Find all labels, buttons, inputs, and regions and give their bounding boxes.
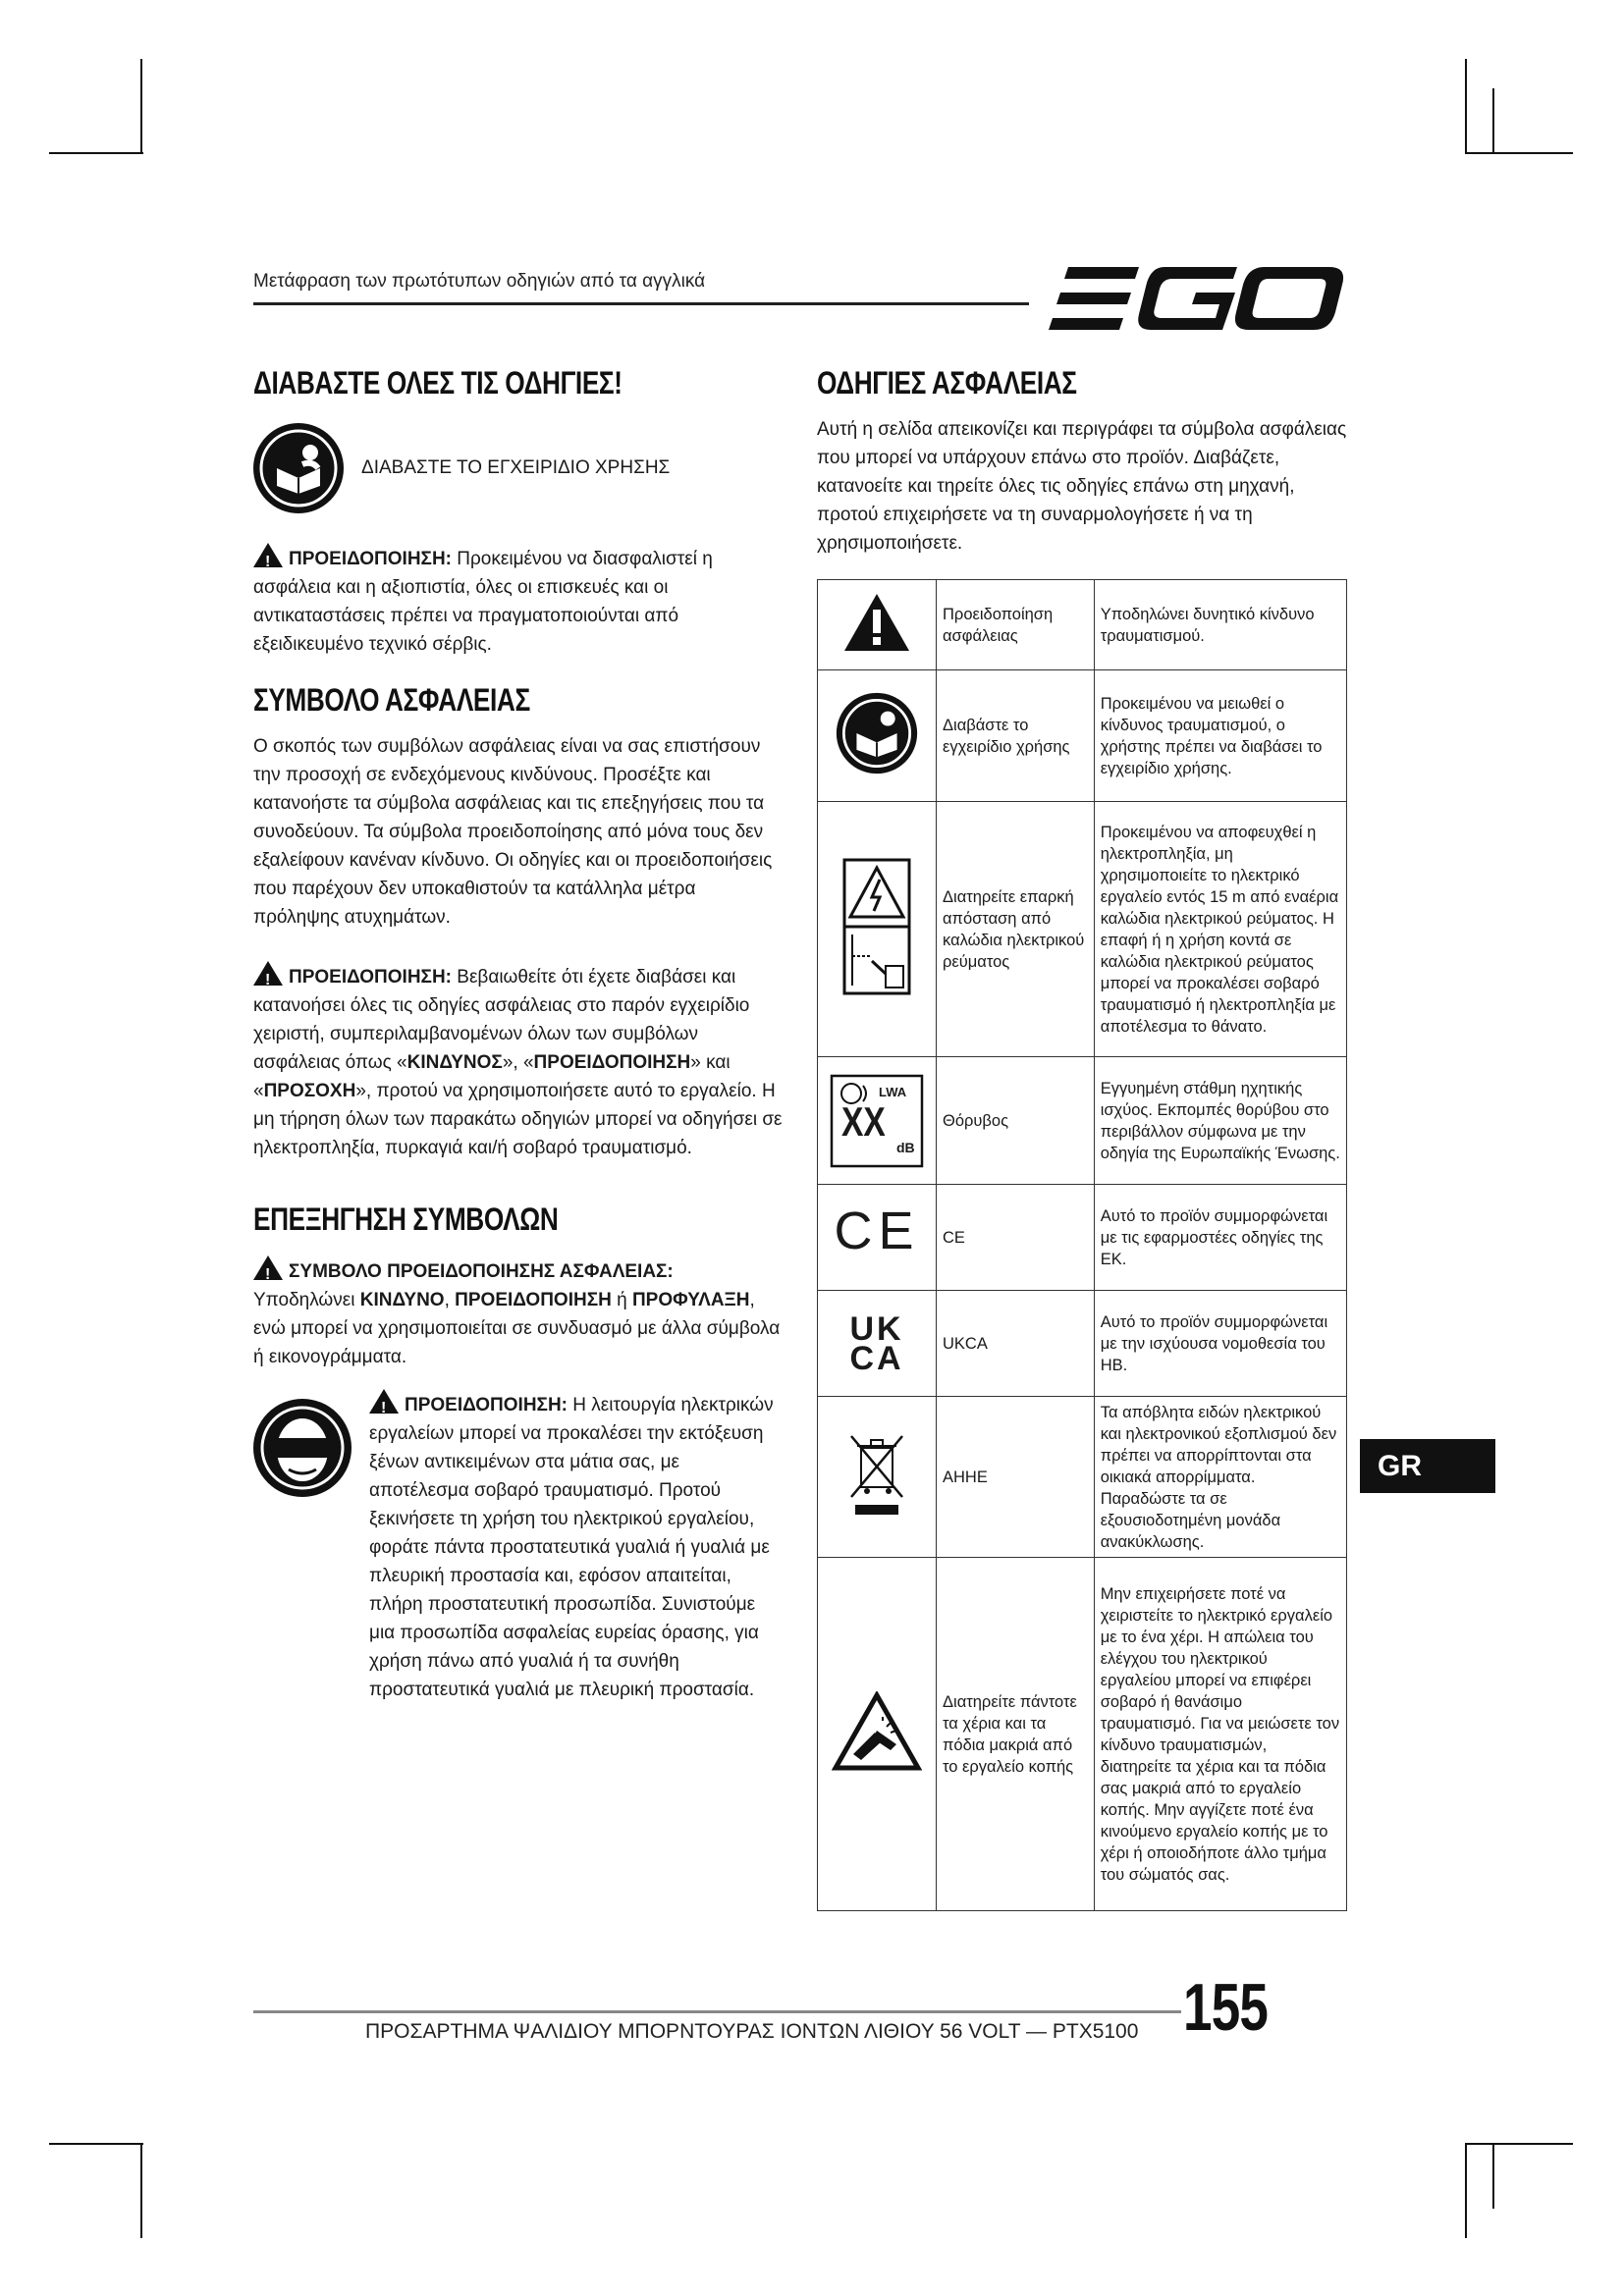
table-row bbox=[818, 1057, 1347, 1185]
warning-label: ΠΡΟΕΙΔΟΠΟΙΗΣΗ: bbox=[289, 967, 452, 988]
goggles-warning-block bbox=[253, 1389, 784, 1704]
symbol-name: CE bbox=[937, 1185, 1095, 1291]
symbol-name: Θόρυβος bbox=[937, 1057, 1095, 1185]
symbol-desc: Μην επιχειρήσετε ποτέ να χειριστείτε το ηλεκτρικό εργαλείο με το ένα χέρι. Η απώλεια του ελέγχου του ηλεκτρικού εργαλείου μπορεί να επιφέρει σοβαρό ή θανάσιμο τραυματισμό. Για να μειώσετε τον κίνδυνο τραυματισμών, διατηρείτε τα χέρια και τα πόδια σας μακριά από το εργαλείο κοπής. Μην αγγίζετε ποτέ ένα κινούμενο εργαλείο κοπής με το χέρι ή οποιοδήποτε άλλο τμήμα του σώματός σας. bbox=[1094, 1558, 1346, 1911]
goggles-warning-body: Η λειτουργία ηλεκτρικών εργαλείων μπορεί να προκαλέσει την εκτόξευση ξένων αντικειμένων στα μάτια σας, με αποτέλεσμα σοβαρό τραυματισμό. Προτού ξεκινήσετε τη χρήση του ηλεκτρικού εργαλείου, φοράτε πάντα προστατευτικά γυαλιά ή γυαλιά με πλευρική προστασία και, εφόσον απαιτείται, πλήρη προστατευτική προσωπίδα. Συνιστούμε μια προσωπίδα ασφαλείας ευρείας όρασης, για χρήση πάνω από γυαλιά ή τα συνήθη προστατευτικά γυαλιά με πλευρική προστασία. bbox=[369, 1395, 774, 1700]
ukca-mark-icon bbox=[818, 1309, 936, 1377]
crop-mark bbox=[140, 59, 142, 154]
warning-read-text-3: » και « bbox=[253, 1052, 731, 1101]
goggles-warning-text bbox=[369, 1389, 782, 1704]
ce-mark-icon: CE bbox=[834, 1201, 920, 1260]
icon-cell bbox=[818, 1057, 937, 1185]
read-manual-icon bbox=[253, 423, 344, 513]
warning-read-paragraph bbox=[253, 961, 784, 1162]
page-number: 155 bbox=[1183, 1970, 1269, 2045]
symbol-name: ΑΗΗΕ bbox=[937, 1397, 1095, 1558]
crop-mark bbox=[140, 2143, 142, 2238]
table-row bbox=[818, 802, 1347, 1057]
crop-mark bbox=[49, 152, 143, 154]
symbol-name: UKCA bbox=[937, 1291, 1095, 1397]
table-row bbox=[818, 1185, 1347, 1291]
read-all-title: ΔΙΑΒΑΣΤΕ ΟΛΕΣ ΤΙΣ ΟΔΗΓΙΕΣ! bbox=[253, 365, 623, 400]
symbol-desc: Εγγυημένη στάθμη ηχητικής ισχύος. Εκπομπές θορύβου στο περιβάλλον σύμφωνα με την οδηγία της Ευρωπαϊκής Ένωσης. bbox=[1094, 1057, 1346, 1185]
symbol-desc: Προκειμένου να μειωθεί ο κίνδυνος τραυματισμού, ο χρήστης πρέπει να διαβάσει το εγχειρίδιο χρήσης. bbox=[1094, 670, 1346, 802]
symbol-desc: Τα απόβλητα ειδών ηλεκτρικού και ηλεκτρονικού εξοπλισμού δεν πρέπει να απορρίπτονται στα οικιακά απορρίμματα. Παραδώστε τα σε εξουσιοδοτημένη μονάδα ανακύκλωσης. bbox=[1094, 1397, 1346, 1558]
translation-note: Μετάφραση των πρωτότυπων οδηγιών από τα αγγλικά bbox=[253, 271, 706, 292]
icon-cell bbox=[818, 580, 937, 670]
crop-mark bbox=[1465, 2143, 1573, 2145]
table-row bbox=[818, 580, 1347, 670]
logo-text: EGO bbox=[1049, 265, 1052, 266]
crop-mark bbox=[1492, 88, 1494, 154]
safety-alert-paragraph bbox=[253, 1255, 784, 1371]
footer-rule bbox=[253, 2010, 1181, 2013]
language-tab: GR bbox=[1360, 1439, 1495, 1493]
safety-alert-icon bbox=[842, 592, 911, 653]
header-rule bbox=[253, 302, 1029, 305]
table-row bbox=[818, 670, 1347, 802]
symbol-desc: Αυτό το προϊόν συμμορφώνεται με την ισχύουσα νομοθεσία του ΗΒ. bbox=[1094, 1291, 1346, 1397]
warning-triangle-icon bbox=[253, 1255, 283, 1280]
table-row bbox=[818, 1558, 1347, 1911]
read-manual-icon bbox=[835, 691, 919, 775]
warning-triangle-icon bbox=[369, 1389, 399, 1414]
alert-comma: , bbox=[444, 1290, 456, 1310]
crop-mark bbox=[1465, 152, 1573, 154]
safety-instructions-title: ΟΔΗΓΙΕΣ ΑΣΦΑΛΕΙΑΣ bbox=[817, 365, 1077, 400]
crop-mark bbox=[1465, 2143, 1467, 2238]
icon-cell bbox=[818, 1291, 937, 1397]
alert-text-2: , ενώ μπορεί να χρησιμοποιείται σε συνδυασμό με άλλα σύμβολα ή εικονογράμματα. bbox=[253, 1290, 781, 1367]
crop-mark bbox=[49, 2143, 143, 2145]
icon-cell bbox=[818, 1397, 937, 1558]
read-manual-row bbox=[253, 423, 784, 513]
icon-cell bbox=[818, 1558, 937, 1911]
symbol-name: Προειδοποίηση ασφάλειας bbox=[937, 580, 1095, 670]
symbol-name: Διαβάστε το εγχειρίδιο χρήσης bbox=[937, 670, 1095, 802]
left-column bbox=[253, 365, 784, 1704]
symbols-table bbox=[817, 579, 1347, 1911]
alert-or: ή bbox=[611, 1290, 632, 1310]
warning-service-paragraph bbox=[253, 543, 784, 659]
warning-word: ΠΡΟΕΙΔΟΠΟΙΗΣΗ bbox=[455, 1290, 612, 1310]
footer-product-text: ΠΡΟΣΑΡΤΗΜΑ ΨΑΛΙΔΙΟΥ ΜΠΟΡΝΤΟΥΡΑΣ ΙΟΝΤΩΝ ΛΙΘΙΟΥ 56 VOLT — PTX5100 bbox=[365, 2020, 1139, 2043]
symbol-name: Διατηρείτε επαρκή απόσταση από καλώδια ηλεκτρικού ρεύματος bbox=[937, 802, 1095, 1057]
ego-logo bbox=[1049, 265, 1345, 334]
power-line-icon bbox=[842, 858, 911, 995]
safety-symbol-title: ΣΥΜΒΟΛΟ ΑΣΦΑΛΕΙΑΣ bbox=[253, 682, 530, 718]
symbol-desc: Προκειμένου να αποφευχθεί η ηλεκτροπληξία, μη χρησιμοποιείτε το ηλεκτρικό εργαλείο εντός 15 m από εναέρια καλώδια ηλεκτρικού ρεύματος. Η επαφή ή η χρήση κοντά σε καλώδια ηλεκτρικού ρεύματος μπορεί να προκαλέσει σοβαρό τραυματισμό ή ηλεκτροπληξία με αποτέλεσμα το θάνατο. bbox=[1094, 802, 1346, 1057]
weee-bin-icon bbox=[847, 1432, 906, 1517]
symbol-desc: Υποδηλώνει δυνητικό κίνδυνο τραυματισμού. bbox=[1094, 580, 1346, 670]
warning-read-text-4: », προτού να χρησιμοποιήσετε αυτό το εργαλείο. Η μη τήρηση όλων των παρακάτω οδηγιών μπορεί να οδηγήσει σε ηλεκτροπληξία, πυρκαγιά και/ή σοβαρό τραυματισμό. bbox=[253, 1081, 783, 1158]
table-row bbox=[818, 1397, 1347, 1558]
safety-alert-label: ΣΥΜΒΟΛΟ ΠΡΟΕΙΔΟΠΟΙΗΣΗΣ ΑΣΦΑΛΕΙΑΣ: bbox=[289, 1261, 674, 1282]
explain-symbols-title: ΕΠΕΞΗΓΗΣΗ ΣΥΜΒΟΛΩΝ bbox=[253, 1201, 559, 1237]
ukca-line-2: CA bbox=[849, 1339, 904, 1377]
crop-mark bbox=[1492, 2143, 1494, 2209]
lwa-label: LWA bbox=[879, 1084, 907, 1099]
table-row bbox=[818, 1291, 1347, 1397]
warning-word: ΠΡΟΕΙΔΟΠΟΙΗΣΗ bbox=[533, 1052, 691, 1073]
read-manual-label: ΔΙΑΒΑΣΤΕ ΤΟ ΕΓΧΕΙΡΙΔΙΟ ΧΡΗΣΗΣ bbox=[361, 457, 671, 478]
safety-goggles-icon bbox=[253, 1399, 352, 1497]
warning-service-text: Προκειμένου να διασφαλιστεί η ασφάλεια και η αξιοπιστία, όλες οι επισκευές και οι αντικαταστάσεις πρέπει να πραγματοποιούνται από εξειδικευμένο τεχνικό σέρβις. bbox=[253, 549, 713, 655]
caution-word: ΠΡΟΦΥΛΑΞΗ bbox=[631, 1290, 750, 1310]
crop-mark bbox=[1465, 59, 1467, 154]
warning-label: ΠΡΟΕΙΔΟΠΟΙΗΣΗ: bbox=[289, 549, 452, 569]
icon-cell bbox=[818, 802, 937, 1057]
danger-word: ΚΙΝΔΥΝΟ bbox=[359, 1290, 445, 1310]
warning-read-text-1: Βεβαιωθείτε ότι έχετε διαβάσει και κατανοήσει όλες τις οδηγίες ασφάλειας στο παρόν εγχειρίδιο χειριστή, συμπεριλαμβανομένων όλων των συμβόλων ασφάλειας όπως « bbox=[253, 967, 750, 1073]
warning-label: ΠΡΟΕΙΔΟΠΟΙΗΣΗ: bbox=[405, 1395, 568, 1415]
keep-hands-away-icon bbox=[832, 1691, 922, 1772]
warning-triangle-icon bbox=[253, 961, 283, 986]
safety-symbol-body: Ο σκοπός των συμβόλων ασφάλειας είναι να σας επιστήσουν την προσοχή σε ενδεχόμενους κινδύνους. Προσέξτε και κατανοήστε τα σύμβολα ασφάλειας και τις επεξηγήσεις που τα συνοδεύουν. Τα σύμβολα προειδοποίησης από μόνα τους δεν εξαλείφουν κανέναν κίνδυνο. Οι οδηγίες και οι προειδοποιήσεις που παρέχουν δεν υποκαθιστούν τα κατάλληλα μέτρα πρόληψης ατυχημάτων. bbox=[253, 736, 773, 928]
icon-cell bbox=[818, 1185, 937, 1291]
icon-cell bbox=[818, 670, 937, 802]
warning-triangle-icon bbox=[253, 543, 283, 567]
noise-value: XX bbox=[841, 1097, 886, 1145]
safety-instructions-intro: Αυτή η σελίδα απεικονίζει και περιγράφει τα σύμβολα ασφάλειας που μπορεί να υπάρχουν επάνω στο προϊόν. Διαβάζετε, κατανοείτε και τηρείτε όλες τις οδηγίες επάνω στη μηχανή, προτού επιχειρήσετε να τη συναρμολογήσετε ή να τη χρησιμοποιήσετε. bbox=[817, 419, 1347, 554]
danger-word: ΚΙΝΔΥΝΟΣ bbox=[406, 1052, 503, 1073]
ukca-line-1: UK bbox=[849, 1309, 904, 1348]
right-column bbox=[817, 365, 1347, 1911]
goggles-icon-cell bbox=[253, 1389, 369, 1704]
warning-read-text-2: », « bbox=[502, 1052, 534, 1073]
noise-icon bbox=[828, 1072, 926, 1170]
caution-word: ΠΡΟΣΟΧΗ bbox=[263, 1081, 356, 1101]
db-unit: dB bbox=[896, 1139, 915, 1155]
symbol-desc: Αυτό το προϊόν συμμορφώνεται με τις εφαρμοστέες οδηγίες της ΕΚ. bbox=[1094, 1185, 1346, 1291]
symbol-name: Διατηρείτε πάντοτε τα χέρια και τα πόδια μακριά από το εργαλείο κοπής bbox=[937, 1558, 1095, 1911]
alert-text-1: Υποδηλώνει bbox=[253, 1290, 360, 1310]
